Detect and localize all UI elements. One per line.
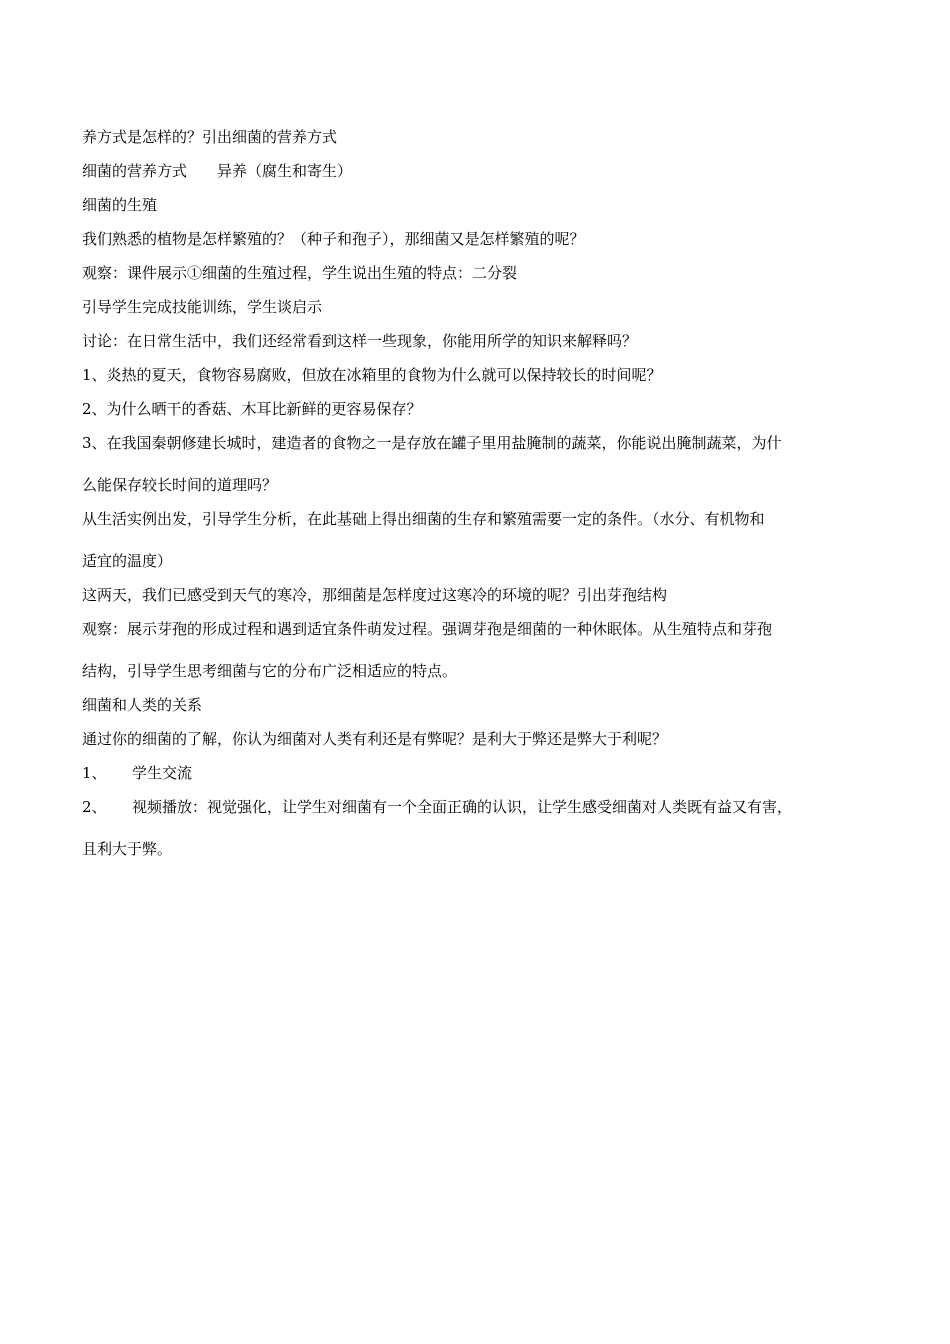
text-line: 引导学生完成技能训练，学生谈启示 (82, 298, 323, 316)
text-line: 且利大于弊。 (82, 840, 173, 858)
text-line: 2、为什么晒干的香菇、木耳比新鲜的更容易保存？ (82, 400, 422, 418)
section-heading: 细菌和人类的关系 (82, 696, 203, 714)
text-line: 养方式是怎样的？引出细菌的营养方式 (82, 128, 338, 146)
text-line: 细菌的营养方式 异养（腐生和寄生） (82, 162, 353, 180)
text-line: 观察：展示芽孢的形成过程和遇到适宜条件萌发过程。强调芽孢是细菌的一种休眠体。从生殖特点和芽孢 (82, 620, 773, 638)
text-line: 结构，引导学生思考细菌与它的分布广泛相适应的特点。 (82, 662, 458, 680)
text-line: 这两天，我们已感受到天气的寒冷，那细菌是怎样度过这寒冷的环境的呢？引出芽孢结构 (82, 586, 668, 604)
list-item-number: 1、 (82, 764, 107, 782)
list-item-number: 2、 (82, 798, 107, 816)
list-item (82, 797, 882, 817)
list-item (82, 763, 882, 783)
section-heading: 细菌的生殖 (82, 196, 158, 214)
text-line: 通过你的细菌的了解，你认为细菌对人类有利还是有弊呢？是利大于弊还是弊大于利呢？ (82, 730, 668, 748)
document-body (82, 127, 882, 859)
text-line: 么能保存较长时间的道理吗？ (82, 476, 278, 494)
list-item-text: 学生交流 (132, 764, 193, 782)
text-line: 3、在我国秦朝修建长城时，建造者的食物之一是存放在罐子里用盐腌制的蔬菜，你能说出腌制蔬菜，为什 (82, 434, 782, 452)
text-line: 观察：课件展示①细菌的生殖过程，学生说出生殖的特点：二分裂 (82, 264, 518, 282)
text-line: 讨论：在日常生活中，我们还经常看到这样一些现象，你能用所学的知识来解释吗？ (82, 332, 638, 350)
text-line: 适宜的温度） (82, 552, 173, 570)
text-line: 我们熟悉的植物是怎样繁殖的？（种子和孢子），那细菌又是怎样繁殖的呢？ (82, 230, 585, 248)
list-item-text: 视频播放：视觉强化，让学生对细菌有一个全面正确的认识，让学生感受细菌对人类既有益又有害， (132, 798, 793, 816)
text-line: 从生活实例出发，引导学生分析，在此基础上得出细菌的生存和繁殖需要一定的条件。（水分、有机物和 (82, 510, 765, 528)
text-line: 1、炎热的夏天，食物容易腐败，但放在冰箱里的食物为什么就可以保持较长的时间呢？ (82, 366, 662, 384)
